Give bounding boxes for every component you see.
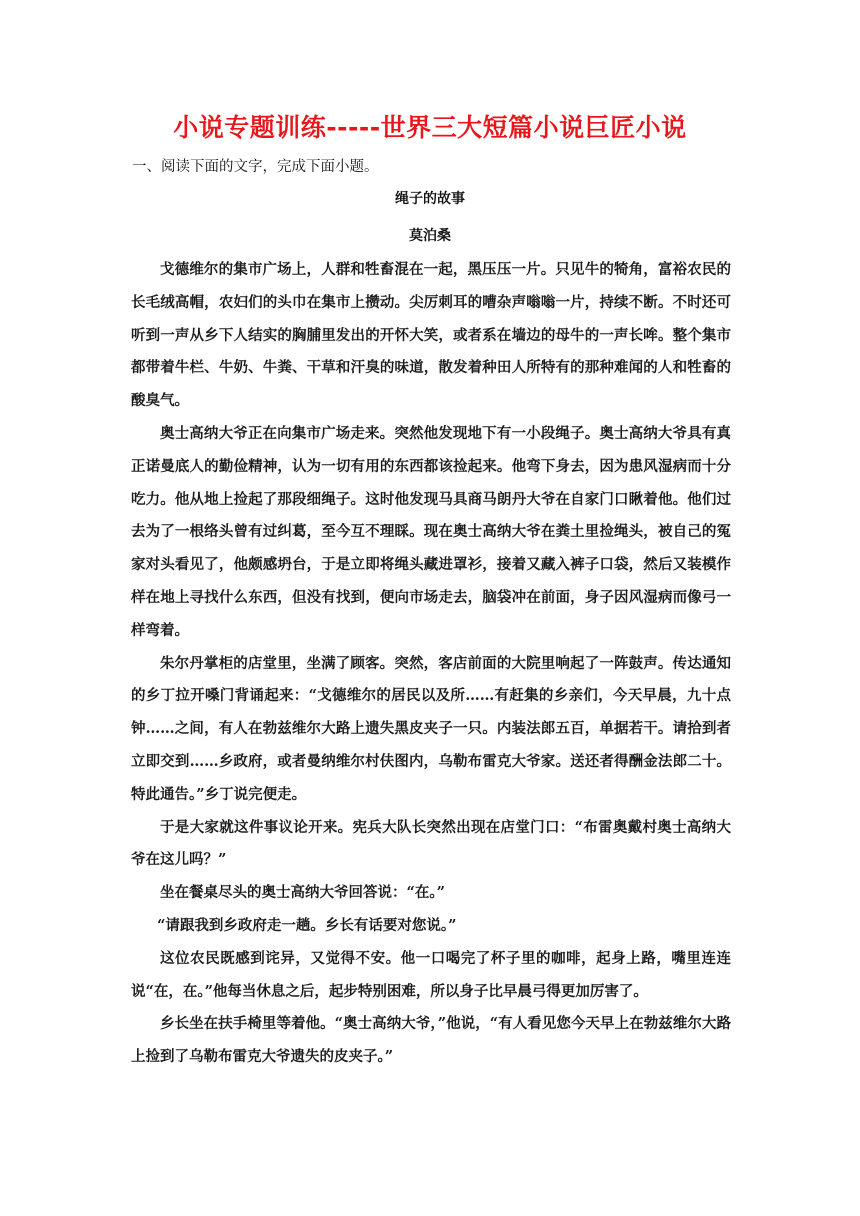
- paragraph: 奥士高纳大爷正在向集市广场走来。突然他发现地下有一小段绳子。奥士高纳大爷具有真正诺曼底人的勤俭精神，认为一切有用的东西都该捡起来。他弯下身去，因为患风湿病而十分吃力。他从地上捡起了那段细绳子。这时他发现马具商马朗丹大爷在自家门口瞅着他。他们过去为了一根络头曾有过纠葛，至今互不理睬。现在奥士高纳大爷在粪土里捡绳头，被自己的冤家对头看见了，他颇感坍台，于是立即将绳头藏进罩衫，接着又藏入裤子口袋，然后又装模作样在地上寻找什么东西，但没有找到，便向市场走去，脑袋冲在前面，身子因风湿病而像弓一样弯着。: [131, 424, 731, 639]
- paragraph: 戈德维尔的集市广场上，人群和牲畜混在一起，黑压压一片。只见牛的犄角，富裕农民的长毛绒高帽，农妇们的头巾在集市上攒动。尖厉刺耳的嘈杂声嗡嗡一片，持续不断。不时还可听到一声从乡下人结实的胸脯里发出的开怀大笑，或者系在墙边的母牛的一声长哞。整个集市都带着牛栏、牛奶、牛粪、干草和汗臭的味道，散发着种田人所特有的那种难闻的人和牲畜的酸臭气。: [131, 261, 731, 410]
- story-author: 莫泊桑: [409, 228, 451, 244]
- section-heading: 一、阅读下面的文字，完成下面小题。: [132, 159, 379, 175]
- story-title: 绳子的故事: [395, 191, 465, 207]
- paragraph: 乡长坐在扶手椅里等着他。“奥士高纳大爷，”他说，“有人看见您今天早上在勃兹维尔大路上捡到了乌勒布雷克大爷遗失的皮夹子。”: [131, 1015, 731, 1066]
- paragraph: 这位农民既感到诧异，又觉得不安。他一口喝完了杯子里的咖啡，起身上路，嘴里连连说“在，在。”他每当休息之后，起步特别困难，所以身子比早晨弓得更加厉害了。: [131, 949, 731, 1000]
- document-title: 小说专题训练-----世界三大短篇小说巨匠小说: [173, 113, 687, 142]
- paragraph: “请跟我到乡政府走一趟。乡长有话要对您说。”: [157, 916, 457, 934]
- paragraph: 坐在餐桌尽头的奥士高纳大爷回答说：“在。”: [160, 884, 445, 902]
- story-body: [131, 254, 731, 1074]
- paragraph: 朱尔丹掌柜的店堂里，坐满了顾客。突然，客店前面的大院里响起了一阵鼓声。传达通知的乡丁拉开嗓门背诵起来：“戈德维尔的居民以及所……有赶集的乡亲们，今天早晨，九十点钟……之间，有人在勃兹维尔大路上遗失黑皮夹子一只。内装法郎五百，单据若干。请拾到者立即交到……乡政府，或者曼纳维尔村伕图内，乌勒布雷克大爷家。送还者得酬金法郎二十。特此通告。”乡丁说完便走。: [131, 654, 731, 803]
- paragraph: 于是大家就这件事议论开来。宪兵大队长突然出现在店堂门口：“布雷奥戴村奥士高纳大爷在这儿吗？”: [131, 818, 731, 869]
